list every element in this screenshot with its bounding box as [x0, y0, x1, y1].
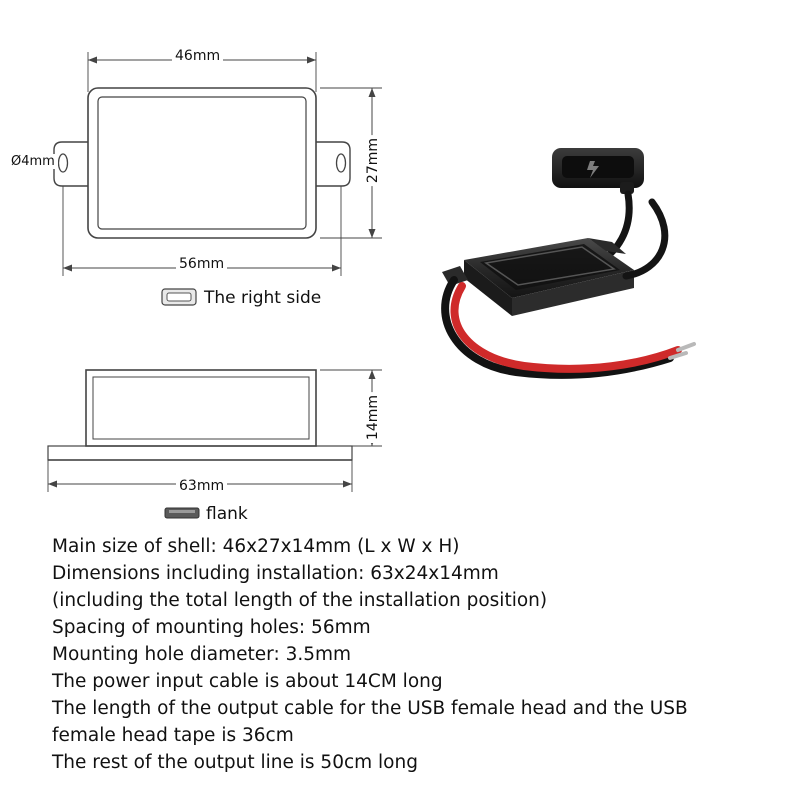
spec-line-4: Spacing of mounting holes: 56mm: [52, 617, 371, 638]
side-view-drawing: [0, 350, 420, 520]
spec-line-7: The length of the output cable for the USB female head and the USB: [52, 698, 688, 719]
caption-flank: flank: [206, 504, 248, 524]
spec-line-9: The rest of the output line is 50cm long: [52, 752, 418, 773]
arrow-right-46mm: [307, 57, 316, 64]
dim-label-hole-diameter: Ø4mm: [8, 154, 58, 169]
spec-line-3: (including the total length of the installation position): [52, 590, 548, 611]
spec-line-6: The power input cable is about 14CM long: [52, 671, 443, 692]
arrow-bottom-27mm: [369, 229, 376, 238]
shell-inner-face: [98, 97, 306, 229]
right-side-icon: [160, 286, 200, 310]
arrow-right-63mm: [343, 481, 352, 488]
usb-female-head: [552, 148, 644, 194]
mounting-flange: [48, 446, 352, 460]
arrow-left-56mm: [63, 265, 72, 272]
mounting-hole-left: [59, 154, 68, 172]
flank-icon: [163, 502, 203, 524]
arrow-left-46mm: [88, 57, 97, 64]
mounting-hole-right: [337, 154, 346, 172]
dim-label-46mm: 46mm: [172, 48, 223, 64]
arrow-right-56mm: [332, 265, 341, 272]
side-shell-inner: [93, 377, 309, 439]
converter-module-body: [442, 238, 634, 316]
arrow-top-14mm: [369, 370, 376, 379]
spec-line-8: female head tape is 36cm: [52, 725, 294, 746]
arrow-left-63mm: [48, 481, 57, 488]
side-shell-outline: [86, 370, 316, 446]
shell-outline: [88, 88, 316, 238]
spec-line-2: Dimensions including installation: 63x24x14mm: [52, 563, 499, 584]
dim-label-14mm: 14mm: [365, 392, 381, 443]
specifications-text: [52, 533, 752, 776]
caption-right-side: The right side: [204, 288, 322, 308]
wire-red-tip: [678, 344, 694, 350]
dim-label-27mm: 27mm: [365, 135, 381, 186]
spec-line-1: Main size of shell: 46x27x14mm (L x W x H): [52, 536, 460, 557]
dim-label-56mm: 56mm: [176, 256, 227, 272]
arrow-top-27mm: [369, 88, 376, 97]
spec-line-5: Mounting hole diameter: 3.5mm: [52, 644, 352, 665]
product-photo: [420, 120, 780, 420]
dim-label-63mm: 63mm: [176, 478, 227, 494]
